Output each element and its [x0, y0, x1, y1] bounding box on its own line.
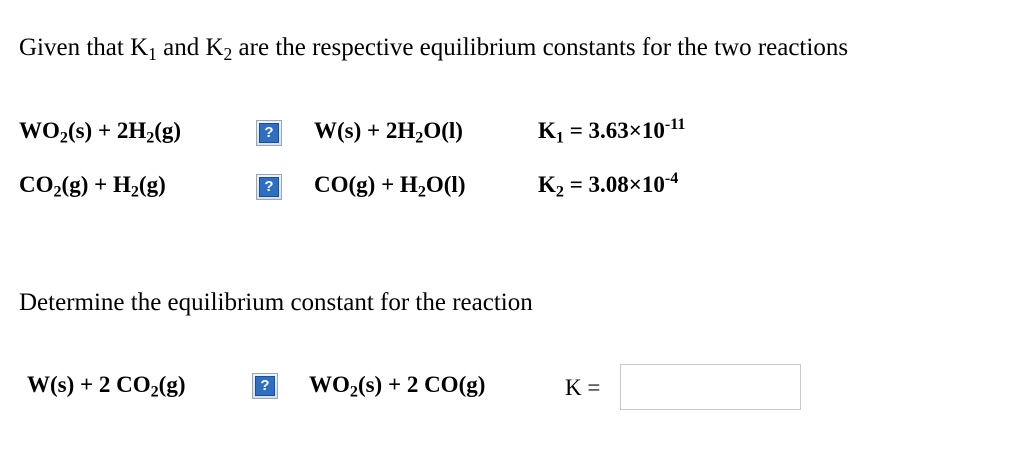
question-mark-icon: ?	[259, 177, 279, 197]
reaction-2-k-value: $K_2 = 3.08\times 10^{-4}$	[538, 170, 679, 201]
target-arrow-selector[interactable]	[252, 373, 278, 399]
intro-text: Given that $K_1$ and $K_2$ are the respective equilibrium constants for the two reactions	[19, 34, 849, 64]
target-reaction-reactants: W(s) + 2 $CO_2(g)$	[27, 372, 186, 401]
reaction-1-arrow-selector[interactable]	[256, 120, 282, 146]
reaction-2-products: $CO(g) + H_2O(l)$	[314, 172, 466, 201]
reaction-1-k-value: $K_1 = 3.63\times 10^{-11}$	[538, 116, 686, 147]
question-mark-icon: ?	[259, 123, 279, 143]
question-mark-icon: ?	[255, 376, 275, 396]
reaction-1-reactants: $WO_2(s) + 2H_2(g)$	[19, 118, 182, 147]
k-answer-label: K =	[565, 375, 601, 400]
reaction-2-reactants: $CO_2(g) + H_2(g)$	[19, 172, 166, 201]
reaction-1-products: $W(s) + 2H_2O(l)$	[314, 118, 463, 147]
question-prompt: Determine the equilibrium constant for the reaction	[19, 289, 533, 316]
target-reaction-products: $WO_2(s) + 2$ CO(g)	[309, 372, 486, 401]
reaction-2-arrow-selector[interactable]	[256, 174, 282, 200]
k-answer-input[interactable]	[620, 364, 801, 410]
